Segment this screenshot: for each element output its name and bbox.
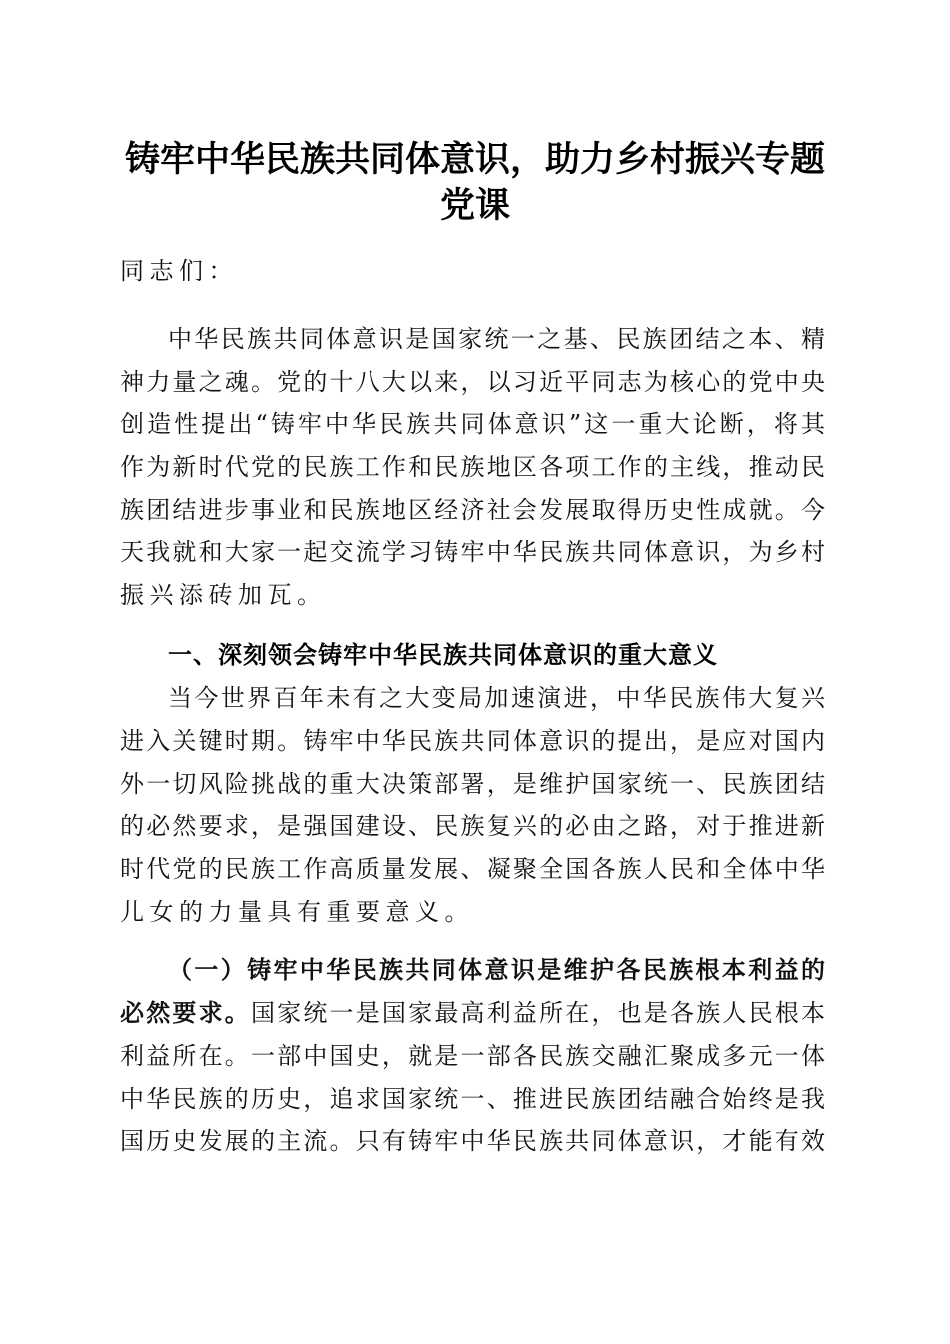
salutation: 同志们： — [120, 257, 238, 285]
intro-line: 创造性提出“铸牢中华民族共同体意识”这一重大论断，将其 — [120, 410, 825, 438]
intro-line: 作为新时代党的民族工作和民族地区各项工作的主线，推动民 — [120, 453, 825, 481]
intro-line: 天我就和大家一起交流学习铸牢中华民族共同体意识，为乡村 — [120, 538, 825, 566]
subsection-text: 国家统一是国家最高利益所在，也是各族人民根本 — [250, 999, 826, 1027]
intro-line: 族团结进步事业和民族地区经济社会发展取得历史性成就。今 — [120, 496, 825, 524]
subsection-para-line — [120, 998, 825, 1028]
document-title — [100, 137, 850, 229]
section-para-line: 外一切风险挑战的重大决策部署，是维护国家统一、民族团结 — [120, 770, 825, 798]
subsection-para-line: 利益所在。一部中国史，就是一部各民族交融汇聚成多元一体 — [120, 1042, 825, 1070]
subsection-heading-end: 必然要求。 — [120, 998, 251, 1027]
section-para-line: 的必然要求，是强国建设、民族复兴的必由之路，对于推进新 — [120, 812, 825, 840]
section-para-line: 当今世界百年未有之大变局加速演进，中华民族伟大复兴 — [168, 684, 825, 712]
intro-line: 中华民族共同体意识是国家统一之基、民族团结之本、精 — [168, 325, 825, 353]
subsection-heading: （一）铸牢中华民族共同体意识是维护各民族根本利益的 — [168, 955, 825, 984]
title-line-2: 党课 — [439, 185, 510, 226]
section-para-line: 进入关键时期。铸牢中华民族共同体意识的提出，是应对国内 — [120, 727, 825, 755]
subsection-para-line: 国历史发展的主流。只有铸牢中华民族共同体意识，才能有效 — [120, 1127, 825, 1155]
section-para-line: 儿女的力量具有重要意义。 — [120, 898, 474, 926]
intro-line: 振兴添砖加瓦。 — [120, 581, 327, 609]
section-heading: 一、深刻领会铸牢中华民族共同体意识的重大意义 — [168, 641, 718, 669]
title-line-1: 铸牢中华民族共同体意识，助力乡村振兴专题 — [124, 139, 825, 180]
section-para-line: 时代党的民族工作高质量发展、凝聚全国各族人民和全体中华 — [120, 855, 825, 883]
intro-line: 神力量之魂。党的十八大以来，以习近平同志为核心的党中央 — [120, 368, 825, 396]
subsection-para-line: 中华民族的历史，追求国家统一、推进民族团结融合始终是我 — [120, 1085, 825, 1113]
